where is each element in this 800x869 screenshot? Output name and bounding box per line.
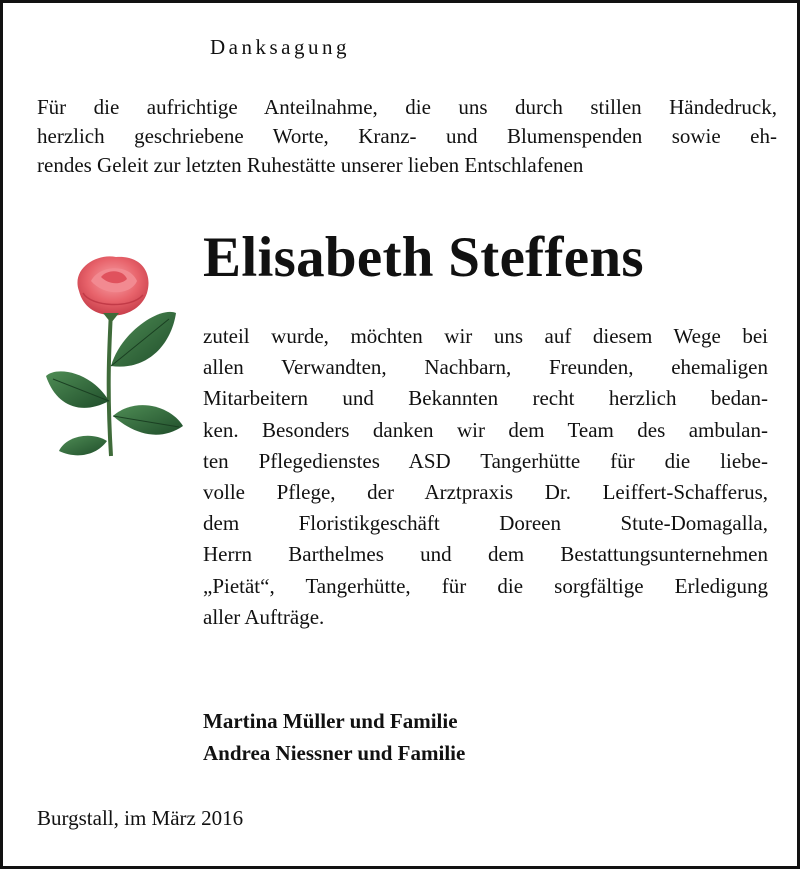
body-line: Herrn Barthelmes und dem Bestattungsunternehmen (203, 542, 768, 567)
signer: Martina Müller und Familie (203, 709, 458, 733)
body-line: aller Aufträge. (203, 604, 325, 629)
body-line: dem Floristikgeschäft Doreen Stute-Domagalla, (203, 511, 768, 536)
intro-line: rendes Geleit zur letzten Ruhestätte unserer lieben Entschlafenen (37, 153, 584, 177)
deceased-name: Elisabeth Steffens (203, 226, 644, 289)
intro-line: Für die aufrichtige Anteilnahme, die uns durch stillen Händedruck, (37, 95, 777, 119)
body-line: ken. Besonders danken wir dem Team des ambulan- (203, 417, 768, 442)
signer: Andrea Niessner und Familie (203, 741, 466, 765)
body-line: volle Pflege, der Arztpraxis Dr. Leiffert-Schafferus, (203, 480, 768, 505)
body-line: Mitarbeitern und Bekannten recht herzlich bedan- (203, 386, 768, 411)
body-line: ten Pflegedienstes ASD Tangerhütte für die liebe- (203, 448, 768, 473)
intro-text (37, 93, 777, 180)
rose-icon (41, 251, 191, 461)
body-text (203, 321, 768, 633)
intro-line: herzlich geschriebene Worte, Kranz- und Blumenspenden sowie eh- (37, 124, 777, 148)
place-date: Burgstall, im März 2016 (37, 806, 244, 830)
body-line: zuteil wurde, möchten wir uns auf diesem Wege bei (203, 324, 768, 348)
body-line: „Pietät“, Tangerhütte, für die sorgfältige Erledigung (203, 573, 768, 598)
heading: Danksagung (210, 35, 350, 59)
signers (203, 705, 465, 769)
body-line: allen Verwandten, Nachbarn, Freunden, ehemaligen (203, 355, 768, 380)
